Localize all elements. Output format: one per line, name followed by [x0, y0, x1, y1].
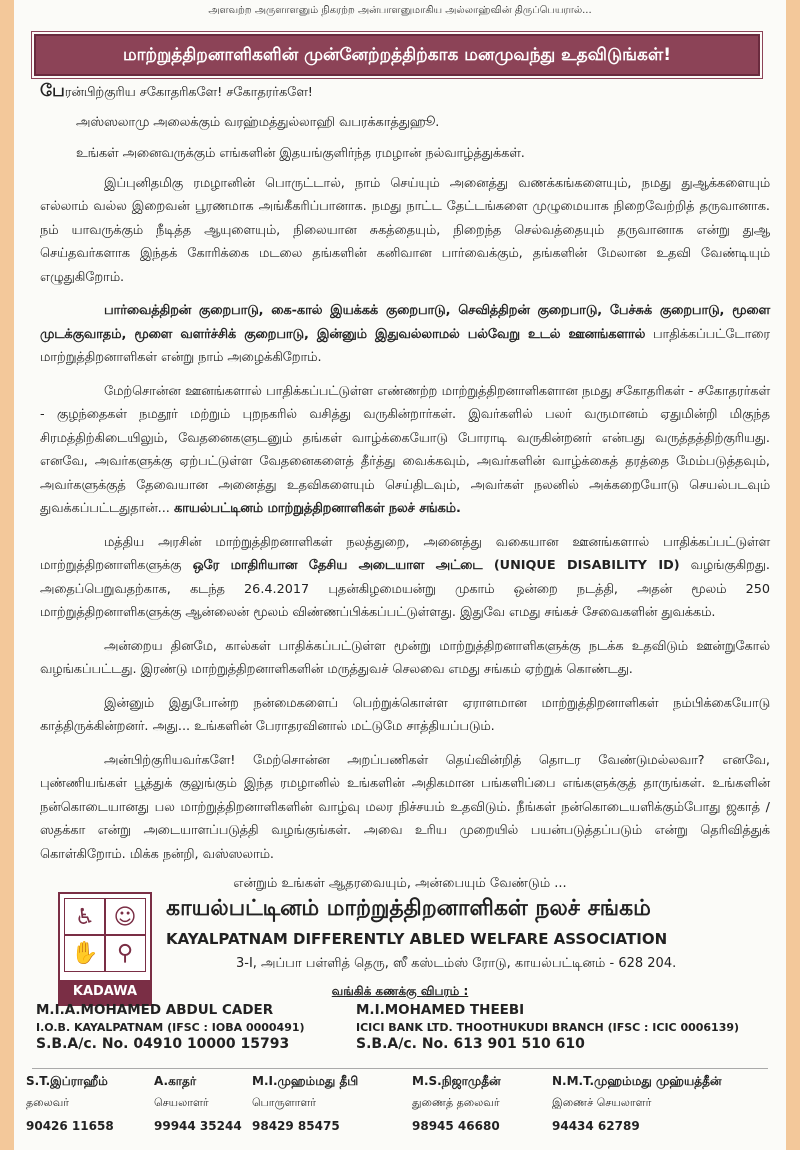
paragraph-appeal: அன்பிற்குரியவர்களே! மேற்சொன்ன அறப்பணிகள் தெய்வின்றித் தொடர வேண்டுமல்லவா? எனவே, புண்ணியங்கள் பூத்துக் குலுங்கும் இந்த ரமழானில் உங்களின் அதிகமான பங்களிப்பை எங்களுக்குத் தாருங்கள். உங்களின் நன்கொடையானது பல மாற்றுத்திறனாளிகளின் வாழ்வு மலர நிச்சயம் உதவிடும். நீங்கள் நன்கொடையளிக்கும்போது ஜகாத் / ஸதக்கா என்று அடையாளப்படுத்தி வழங்குங்கள். அவை உரிய முறையில் பயன்படுத்தப்படும் என்று தெரிவித்துக் கொள்கிறோம். மிக்க நன்றி, வஸ்ஸலாம்.	[40, 752, 770, 862]
account-number: S.B.A/c. No. 613 901 510 610	[356, 1036, 585, 1052]
officer-phone: 98945 46680	[412, 1119, 500, 1133]
sign-language-icon: ✋	[64, 934, 106, 972]
bank-account-2	[356, 1002, 739, 1052]
officer-role: செயலாளர்	[154, 1096, 209, 1109]
greeting	[40, 80, 770, 105]
officer-name: A.காதர்	[154, 1074, 197, 1088]
officer-name: M.I.முஹம்மது தீபி	[252, 1074, 359, 1088]
officer-role: இணைச் செயலாளர்	[552, 1096, 652, 1109]
officer-phone: 90426 11658	[26, 1119, 114, 1133]
account-number: S.B.A/c. No. 04910 10000 15793	[36, 1036, 290, 1052]
officer-treasurer	[252, 1074, 358, 1133]
bank-branch: I.O.B. KAYALPATNAM (IFSC : IOBA 0000491)	[36, 1021, 305, 1034]
invocation-line: அளவற்ற அருளாளனும் நிகரற்ற அன்பாளனுமாகிய அல்லாஹ்வின் திருப்பெயரால்...	[208, 5, 592, 16]
greeting-text: ரன்பிற்குரிய சகோதரிகளே! சகோதரர்களே!	[64, 85, 313, 100]
paragraph-prayer: இப்புனிதமிகு ரமழானின் பொருட்டால், நாம் செய்யும் அனைத்து வணக்கங்களையும், நமது துஆக்களையும் எல்லாம் வல்ல இறைவன் பூரணமாக அங்கீகரிப்பானாக. நமது நாட்ட தேட்டங்களை முழுமையாக நிறைவேற்றித் தருவானாக. நம் யாவருக்கும் நீடித்த ஆயுளையும், நிலையான சுகத்தையும், நிறைந்த செல்வத்தையும் தருவானாக என்று துஆ செய்தவர்களாக இந்தக் கோரிக்கை மடலை தங்களின் கனிவான பார்வைக்கும், தங்களின் மேலான உதவி வேண்டியும் எழுதுகிறோம்.	[40, 175, 770, 285]
wheelchair-icon: ♿	[64, 898, 106, 936]
paragraph-crutches: அன்றைய தினமே, கால்கள் பாதிக்கப்பட்டுள்ள மூன்று மாற்றுத்திறனாளிகளுக்கு நடக்க உதவிடும் ஊன்றுகோல் வழங்கப்பட்டது. இரண்டு மாற்றுத்திறனாளிகளின் மருத்துவச் செலவை எமது சங்கம் ஏற்றுக் கொண்டது.	[40, 638, 770, 677]
organization-name-tamil: காயல்பட்டினம் மாற்றுத்திறனாளிகள் நலச் சங்கம்	[166, 896, 651, 921]
officer-role: தலைவர்	[26, 1096, 69, 1109]
logo-text: KADAWA	[60, 980, 150, 1004]
paragraph-waiting: இன்னும் இதுபோன்ற நன்மைகளைப் பெற்றுக்கொள்ள ஏராளமான மாற்றுத்திறனாளிகள் நம்பிக்கையோடு காத்திருக்கின்றனர். அது... உங்களின் பேராதரவினால் மட்டுமே சாத்தியப்படும்.	[40, 695, 770, 734]
organization-address: 3-I, அப்பா பள்ளித் தெரு, ஸீ கஸ்டம்ஸ் ரோடு, காயல்பட்டினம் - 628 204.	[236, 956, 677, 971]
officer-phone: 94434 62789	[552, 1119, 640, 1133]
disability-list: பார்வைத்திறன் குறைபாடு, கை-கால் இயக்கக் குறைபாடு, செவித்திறன் குறைபாடு, பேச்சுக் குறைபாடு, மூளை முடக்குவாதம், மூளை வளர்ச்சிக் குறைபாடு, இன்னும் இதுவல்லாமல் பல்வேறு உடல் ஊனங்களால்	[40, 303, 770, 342]
officer-name: M.S.நிஜாமுதீன்	[412, 1074, 501, 1088]
officer-role: பொருளாளர்	[252, 1096, 317, 1109]
udid-text-b: வழங்குகிறது. அதைப்பெறுவதற்காக, கடந்த 26.4.2017 புதன்கிழமையன்று முகாம் ஒன்றை நடத்தி, அதன் மூலம் 250 மாற்றுத்திறனாளிகளுக்கு ஆன்லைன் மூலம் விண்ணப்பிக்கப்பட்டுள்ளது. இதுவே எமது சங்கச் சேவைகளின் துவக்கம்.	[40, 558, 771, 620]
officer-role: துணைத் தலைவர்	[412, 1096, 500, 1109]
head-profile-icon: ☺	[104, 898, 146, 936]
organization-name-english: KAYALPATNAM DIFFERENTLY ABLED WELFARE ASSOCIATION	[166, 930, 668, 948]
officer-secretary	[154, 1074, 242, 1133]
officer-phone: 98429 85475	[252, 1119, 340, 1133]
officer-name: N.M.T.முஹம்மது முஹ்யத்தீன்	[552, 1074, 722, 1088]
blind-walker-icon: ⚲	[104, 934, 146, 972]
account-holder: M.I.MOHAMED THEEBI	[356, 1002, 525, 1018]
association-text: மேற்சொன்ன ஊனங்களால் பாதிக்கப்பட்டுள்ள எண்ணற்ற மாற்றுத்திறனாளிகளான நமது சகோதரிகள் - சகோதரர்கள் - குழந்தைகள் நமதூர் மற்றும் புறநகரில் வசித்து வருகின்றார்கள். இவர்களில் பலர் வருமானம் ஏதுமின்றி மிகுந்த சிரமத்திற்கிடையிலும், வேதனைகளுடனும் தங்கள் வாழ்க்கையோடு போராடி வருகின்றனர் என்பது வருத்தத்திற்குரியது. எனவே, அவர்களுக்கு ஏற்பட்டுள்ள வேதனைகளைத் தீர்த்து வைக்கவும், அவர்களின் வாழ்க்கைத் தரத்தை மேம்படுத்தவும், அவர்களுக்குத் தேவையான அனைத்து உதவிகளையும் செய்திடவும், அவர்கள் நலனில் அக்கறையோடு செயல்படவும் துவக்கப்பட்டதுதான்...	[40, 383, 770, 516]
letter-sheet	[14, 0, 786, 1150]
officer-joint-secretary	[552, 1074, 722, 1133]
officer-phone: 99944 35244	[154, 1119, 242, 1133]
paragraph-association	[40, 380, 770, 521]
paragraph-disabilities	[40, 299, 770, 370]
divider	[32, 1068, 768, 1069]
greeting-initial: பே	[40, 81, 65, 101]
disability-definition: பாதிக்கப்பட்டோரை மாற்றுத்திறனாளிகள் என்று நாம் அழைக்கிறோம்.	[40, 326, 770, 365]
appeal-banner: மாற்றுத்திறனாளிகளின் முன்னேற்றத்திற்காக மனமுவந்து உதவிடுங்கள்!	[34, 34, 760, 76]
salam-line: அஸ்ஸலாமு அலைக்கும் வரஹ்மத்துல்லாஹி வபரக்காத்துஹூ.	[76, 114, 440, 130]
bank-account-1	[36, 1002, 305, 1052]
udid-text-a: மத்திய அரசின் மாற்றுத்திறனாளிகள் நலத்துறை, அனைத்து வகையான ஊனங்களால் பாதிக்கப்பட்டுள்ள மாற்றுத்திறனாளிகளுக்கு	[40, 534, 770, 573]
letter-body	[40, 80, 770, 866]
paragraph-udid	[40, 531, 770, 625]
association-name-inline: காயல்பட்டினம் மாற்றுத்திறனாளிகள் நலச் சங்கம்.	[173, 501, 461, 516]
bank-branch: ICICI BANK LTD. THOOTHUKUDI BRANCH (IFSC : ICIC 0006139)	[356, 1021, 740, 1034]
officer-president	[26, 1074, 114, 1133]
officer-vice-president	[412, 1074, 501, 1133]
closing-line: என்றும் உங்கள் ஆதரவையும், அன்பையும் வேண்டும் ...	[233, 876, 567, 891]
wishes-line: உங்கள் அனைவருக்கும் எங்களின் இதயங்குளிர்ந்த ரமழான் நல்வாழ்த்துக்கள்.	[76, 146, 525, 161]
udid-highlight: ஒரே மாதிரியான தேசிய அடையாள அட்டை (UNIQUE DISABILITY ID)	[181, 558, 680, 573]
account-holder: M.I.A.MOHAMED ABDUL CADER	[36, 1002, 274, 1018]
bank-details-title: வங்கிக் கணக்கு விபரம் :	[331, 984, 469, 998]
officer-name: S.T.இப்ராஹீம்	[26, 1074, 108, 1088]
